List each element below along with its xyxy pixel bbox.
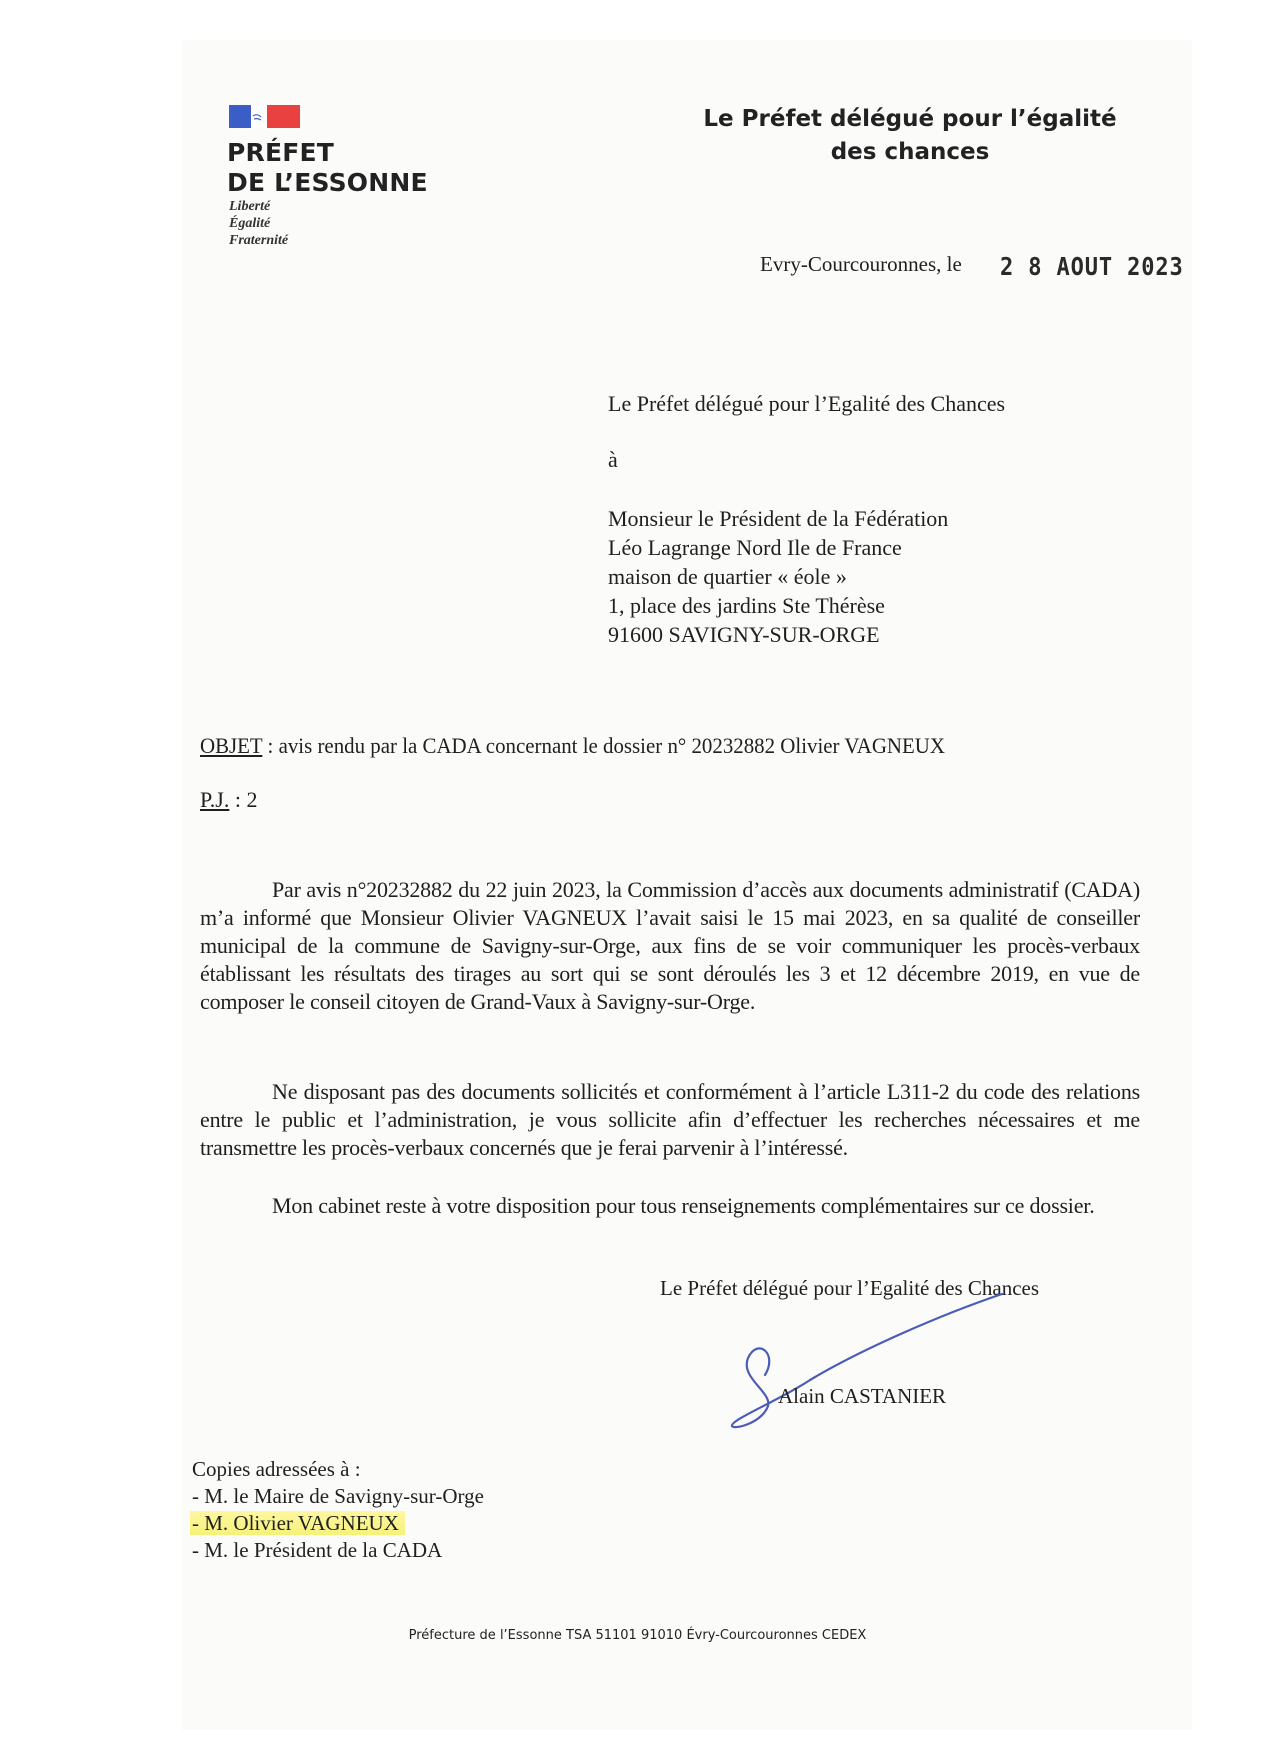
to-word: à: [608, 447, 618, 472]
motto-fraternite: Fraternité: [229, 233, 289, 248]
copy-recipient-highlighted: - M. Olivier VAGNEUX: [190, 1511, 405, 1535]
attachments-count: : 2: [229, 787, 258, 812]
from-line: Le Préfet délégué pour l’Egalité des Chances: [608, 391, 1006, 416]
sender-title-line-2: des chances: [830, 139, 990, 165]
logo-line-1: PRÉFET: [227, 138, 335, 167]
address-line: Léo Lagrange Nord Ile de France: [608, 535, 902, 560]
copies-list: [192, 1456, 484, 1564]
motto-liberte: Liberté: [229, 199, 271, 214]
signature-title: Le Préfet délégué pour l’Egalité des Chances: [660, 1276, 1040, 1300]
subject-label: OBJET: [200, 733, 263, 758]
address-line: 91600 SAVIGNY-SUR-ORGE: [608, 622, 880, 647]
marianne-flag-logo: [229, 105, 300, 128]
logo-line-2: DE L’ESSONNE: [227, 168, 428, 197]
address-line: maison de quartier « éole »: [608, 564, 847, 589]
body-paragraph-1: Par avis n°20232882 du 22 juin 2023, la Commission d’accès aux documents administratif (CADA) m’a informé que Monsieur Olivier VAGNEUX l’avait saisi le 15 mai 2023, en sa qualité de conseiller municipal de la commune de Savigny-sur-Orge, aux fins de se voir communiquer les procès-verbaux établissant les résultats des tirages au sort qui se sont déroulés les 3 et 12 décembre 2019, en vue de composer le conseil citoyen de Grand-Vaux à Savigny-sur-Orge.: [200, 877, 1140, 1014]
prefecture-footer-address: Préfecture de l’Essonne TSA 51101 91010 Évry-Courcouronnes CEDEX: [408, 1628, 867, 1643]
date-stamp: 2 8 AOUT 2023: [1000, 252, 1184, 281]
attachments-line: [200, 787, 257, 813]
signer-name: Alain CASTANIER: [778, 1384, 947, 1408]
recipient-address: [608, 504, 948, 649]
sender-title-line-1: Le Préfet délégué pour l’égalité: [703, 106, 1117, 132]
republic-motto: [229, 198, 288, 249]
address-line: Monsieur le Président de la Fédération: [608, 506, 949, 531]
marianne-profile-icon: [251, 105, 273, 128]
prefecture-logo-text: [227, 138, 428, 198]
subject-line: [200, 733, 945, 759]
sender-title: [690, 103, 1130, 169]
motto-egalite: Égalité: [229, 216, 271, 231]
body-paragraph-3: Mon cabinet reste à votre disposition pour tous renseignements complémentaires sur ce dossier.: [272, 1193, 1095, 1218]
attachments-label: P.J.: [200, 787, 230, 812]
address-line: 1, place des jardins Ste Thérèse: [608, 593, 885, 618]
date-place: Evry-Courcouronnes, le: [760, 252, 962, 276]
copy-recipient: - M. le Président de la CADA: [192, 1538, 443, 1562]
copy-recipient: - M. le Maire de Savigny-sur-Orge: [192, 1484, 484, 1508]
subject-text: : avis rendu par la CADA concernant le dossier n° 20232882 Olivier VAGNEUX: [262, 733, 945, 758]
body-paragraph-2: Ne disposant pas des documents sollicités et conformément à l’article L311-2 du code des relations entre le public et l’administration, je vous sollicite afin d’effectuer les recherches nécessaires et me transmettre les procès-verbaux concernés que je ferai parvenir à l’intéressé.: [200, 1079, 1140, 1160]
copies-heading: Copies adressées à :: [192, 1457, 361, 1481]
